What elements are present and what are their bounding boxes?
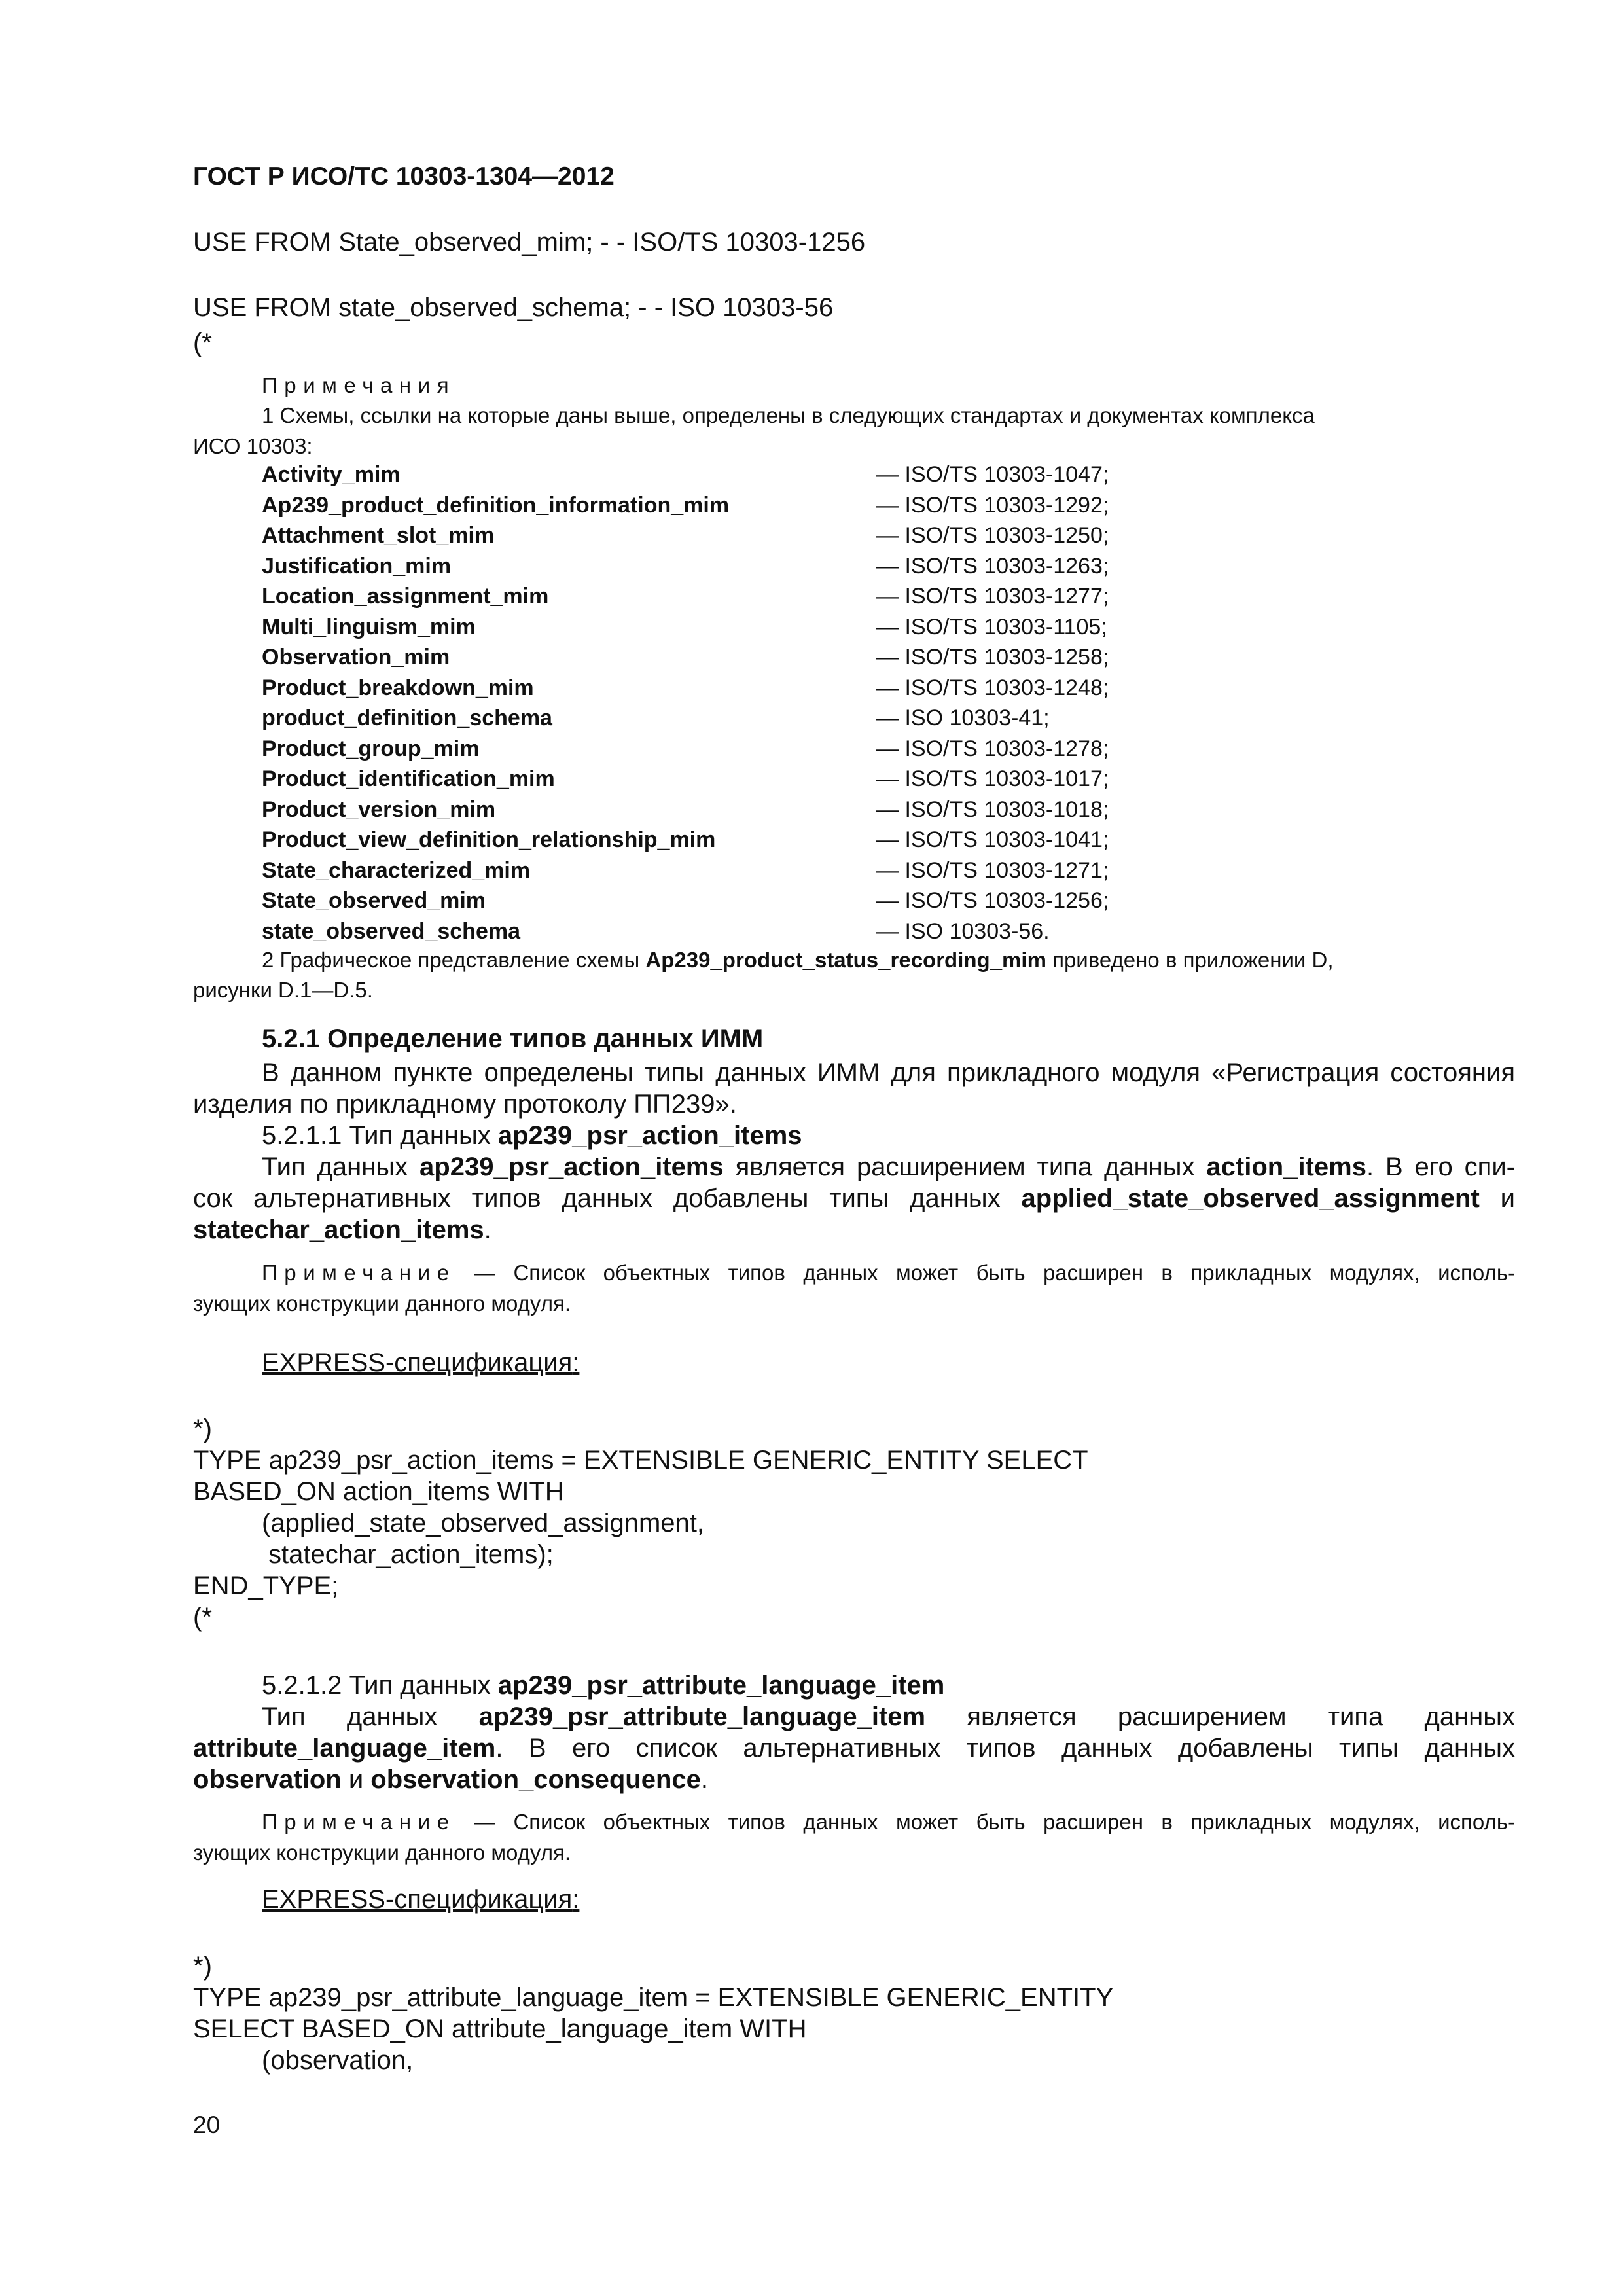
text: Тип данных xyxy=(262,1153,420,1181)
type-name: statechar_action_items xyxy=(193,1215,484,1244)
type-name: observation xyxy=(193,1765,342,1794)
text: и xyxy=(341,1765,371,1794)
note-line xyxy=(262,1261,1515,1285)
standard-reference: — ISO/TS 10303-1271; xyxy=(876,857,1109,883)
express-label-colon: : xyxy=(572,1348,580,1377)
schema-name: Activity_mim xyxy=(262,462,401,487)
standard-reference: — ISO/TS 10303-1292; xyxy=(876,492,1109,518)
use-from-line: USE FROM State_observed_mim; - - ISO/TS 10303-1256 xyxy=(193,228,866,257)
schema-name: Observation_mim xyxy=(262,645,450,670)
schema-name: Product_breakdown_mim xyxy=(262,675,534,700)
note-text: — Список объектных типов данных может быть расширен в прикладных модулях, исполь- xyxy=(455,1810,1515,1834)
text: Тип данных xyxy=(262,1702,479,1731)
standard-reference: — ISO/TS 10303-1278; xyxy=(876,736,1109,761)
code-line: *) xyxy=(193,1952,212,1981)
page-number: 20 xyxy=(193,2111,221,2138)
schema-name: Attachment_slot_mim xyxy=(262,523,495,548)
text: . xyxy=(484,1215,491,1244)
paragraph-line: В данном пункте определены типы данных ИММ для прикладного модуля «Регистрация состояния xyxy=(262,1058,1515,1087)
text: сок альтернативных типов данных добавлены типы данных xyxy=(193,1184,1022,1213)
schema-name: state_observed_schema xyxy=(262,918,521,944)
paragraph-line xyxy=(193,1215,491,1245)
text: . В его спи- xyxy=(1366,1153,1515,1181)
standard-reference: — ISO/TS 10303-1248; xyxy=(876,675,1109,700)
code-line: *) xyxy=(193,1414,212,1443)
schema-name: State_characterized_mim xyxy=(262,857,531,883)
standard-reference: — ISO 10303-41; xyxy=(876,706,1050,730)
paragraph-line xyxy=(193,1184,1515,1213)
use-from-line: USE FROM state_observed_schema; - - ISO 10303-56 xyxy=(193,293,834,322)
schema-name: Multi_linguism_mim xyxy=(262,614,476,639)
schema-name: product_definition_schema xyxy=(262,706,552,730)
schema-name: Product_identification_mim xyxy=(262,766,555,791)
code-line: (* xyxy=(193,1603,212,1632)
type-name: action_items xyxy=(1206,1153,1366,1181)
text: и xyxy=(1479,1184,1515,1213)
standard-reference: — ISO/TS 10303-1105; xyxy=(876,614,1107,639)
schema-name: Product_view_definition_relationship_mim xyxy=(262,827,716,852)
note-line xyxy=(262,1810,1515,1835)
standard-reference: — ISO/TS 10303-1250; xyxy=(876,523,1109,548)
note-2-schema-name: Ap239_product_status_recording_mim xyxy=(645,948,1046,972)
type-name: attribute_language_item xyxy=(193,1734,496,1763)
note-1-line-2: ИСО 10303: xyxy=(193,434,313,458)
paragraph-line xyxy=(193,1734,1515,1763)
text: . В его список альтернативных типов данных добавлены типы данных xyxy=(495,1734,1515,1763)
schema-name: Product_version_mim xyxy=(262,797,496,822)
code-line: SELECT BASED_ON attribute_language_item WITH xyxy=(193,2015,807,2043)
type-name: observation_consequence xyxy=(370,1765,701,1794)
note-2-line-2: рисунки D.1—D.5. xyxy=(193,978,373,1002)
paragraph-line xyxy=(262,1702,1515,1732)
text: . xyxy=(700,1765,709,1794)
schema-name: State_observed_mim xyxy=(262,888,486,913)
type-name: ap239_psr_attribute_language_item xyxy=(478,1702,926,1731)
text: является расширением типа данных xyxy=(925,1702,1515,1731)
express-spec-label xyxy=(262,1885,579,1914)
standard-reference: — ISO/TS 10303-1017; xyxy=(876,766,1109,791)
standard-reference: — ISO/TS 10303-1018; xyxy=(876,797,1109,822)
code-line: statechar_action_items); xyxy=(268,1540,554,1569)
note-text: — Список объектных типов данных может быть расширен в прикладных модулях, исполь- xyxy=(455,1261,1515,1285)
section-heading-5-2-1-2 xyxy=(262,1671,944,1700)
note-1-line-1: 1 Схемы, ссылки на которые даны выше, определены в следующих стандартах и документах комплекса xyxy=(262,403,1315,427)
schema-name: Justification_mim xyxy=(262,553,452,579)
section-heading-5-2-1-1 xyxy=(262,1121,802,1151)
note-2-text: 2 Графическое представление схемы xyxy=(262,948,646,972)
code-line: (applied_state_observed_assignment, xyxy=(262,1509,704,1537)
note-line: зующих конструкции данного модуля. xyxy=(193,1291,571,1316)
note-label: Примечание xyxy=(262,1261,456,1285)
code-line: TYPE ap239_psr_attribute_language_item = EXTENSIBLE GENERIC_ENTITY xyxy=(193,1983,1114,2012)
standard-reference: — ISO/TS 10303-1258; xyxy=(876,645,1109,670)
express-label-text: EXPRESS-спецификация xyxy=(262,1885,573,1914)
schema-name: Location_assignment_mim xyxy=(262,584,549,609)
type-name: applied_state_observed_assignment xyxy=(1021,1184,1480,1213)
code-line: TYPE ap239_psr_action_items = EXTENSIBLE GENERIC_ENTITY SELECT xyxy=(193,1446,1088,1475)
standard-reference: — ISO/TS 10303-1256; xyxy=(876,888,1109,913)
comment-open: (* xyxy=(193,329,212,357)
code-line: END_TYPE; xyxy=(193,1571,339,1600)
text: является расширением типа данных xyxy=(723,1153,1207,1181)
heading-type-name: ap239_psr_attribute_language_item xyxy=(497,1671,945,1700)
paragraph-line xyxy=(262,1153,1515,1182)
heading-text: 5.2.1.2 Тип данных xyxy=(262,1671,498,1700)
schema-name: Product_group_mim xyxy=(262,736,480,761)
note-label: Примечание xyxy=(262,1810,456,1834)
code-line: BASED_ON action_items WITH xyxy=(193,1477,564,1506)
paragraph-line xyxy=(193,1765,708,1795)
notes-heading: Примечания xyxy=(262,373,456,397)
code-line: (observation, xyxy=(262,2046,414,2075)
standard-reference: — ISO/TS 10303-1263; xyxy=(876,553,1109,579)
note-2-line-1 xyxy=(262,948,1334,973)
standard-reference: — ISO/TS 10303-1041; xyxy=(876,827,1109,852)
express-label-text: EXPRESS-спецификация xyxy=(262,1348,573,1377)
note-line: зующих конструкции данного модуля. xyxy=(193,1840,571,1865)
paragraph-line: изделия по прикладному протоколу ПП239». xyxy=(193,1090,737,1119)
express-spec-label xyxy=(262,1348,579,1378)
type-name: ap239_psr_action_items xyxy=(419,1153,724,1181)
heading-text: 5.2.1.1 Тип данных xyxy=(262,1121,498,1150)
note-2-text: приведено в приложении D, xyxy=(1046,948,1334,972)
section-heading-5-2-1: 5.2.1 Определение типов данных ИММ xyxy=(262,1024,764,1053)
standard-reference: — ISO 10303-56. xyxy=(876,918,1050,944)
standard-code-header: ГОСТ Р ИСО/ТС 10303-1304—2012 xyxy=(193,162,615,190)
heading-type-name: ap239_psr_action_items xyxy=(497,1121,802,1150)
standard-reference: — ISO/TS 10303-1277; xyxy=(876,584,1109,609)
standard-reference: — ISO/TS 10303-1047; xyxy=(876,462,1109,487)
schema-name: Ap239_product_definition_information_mim xyxy=(262,492,730,518)
express-label-colon: : xyxy=(572,1885,580,1914)
